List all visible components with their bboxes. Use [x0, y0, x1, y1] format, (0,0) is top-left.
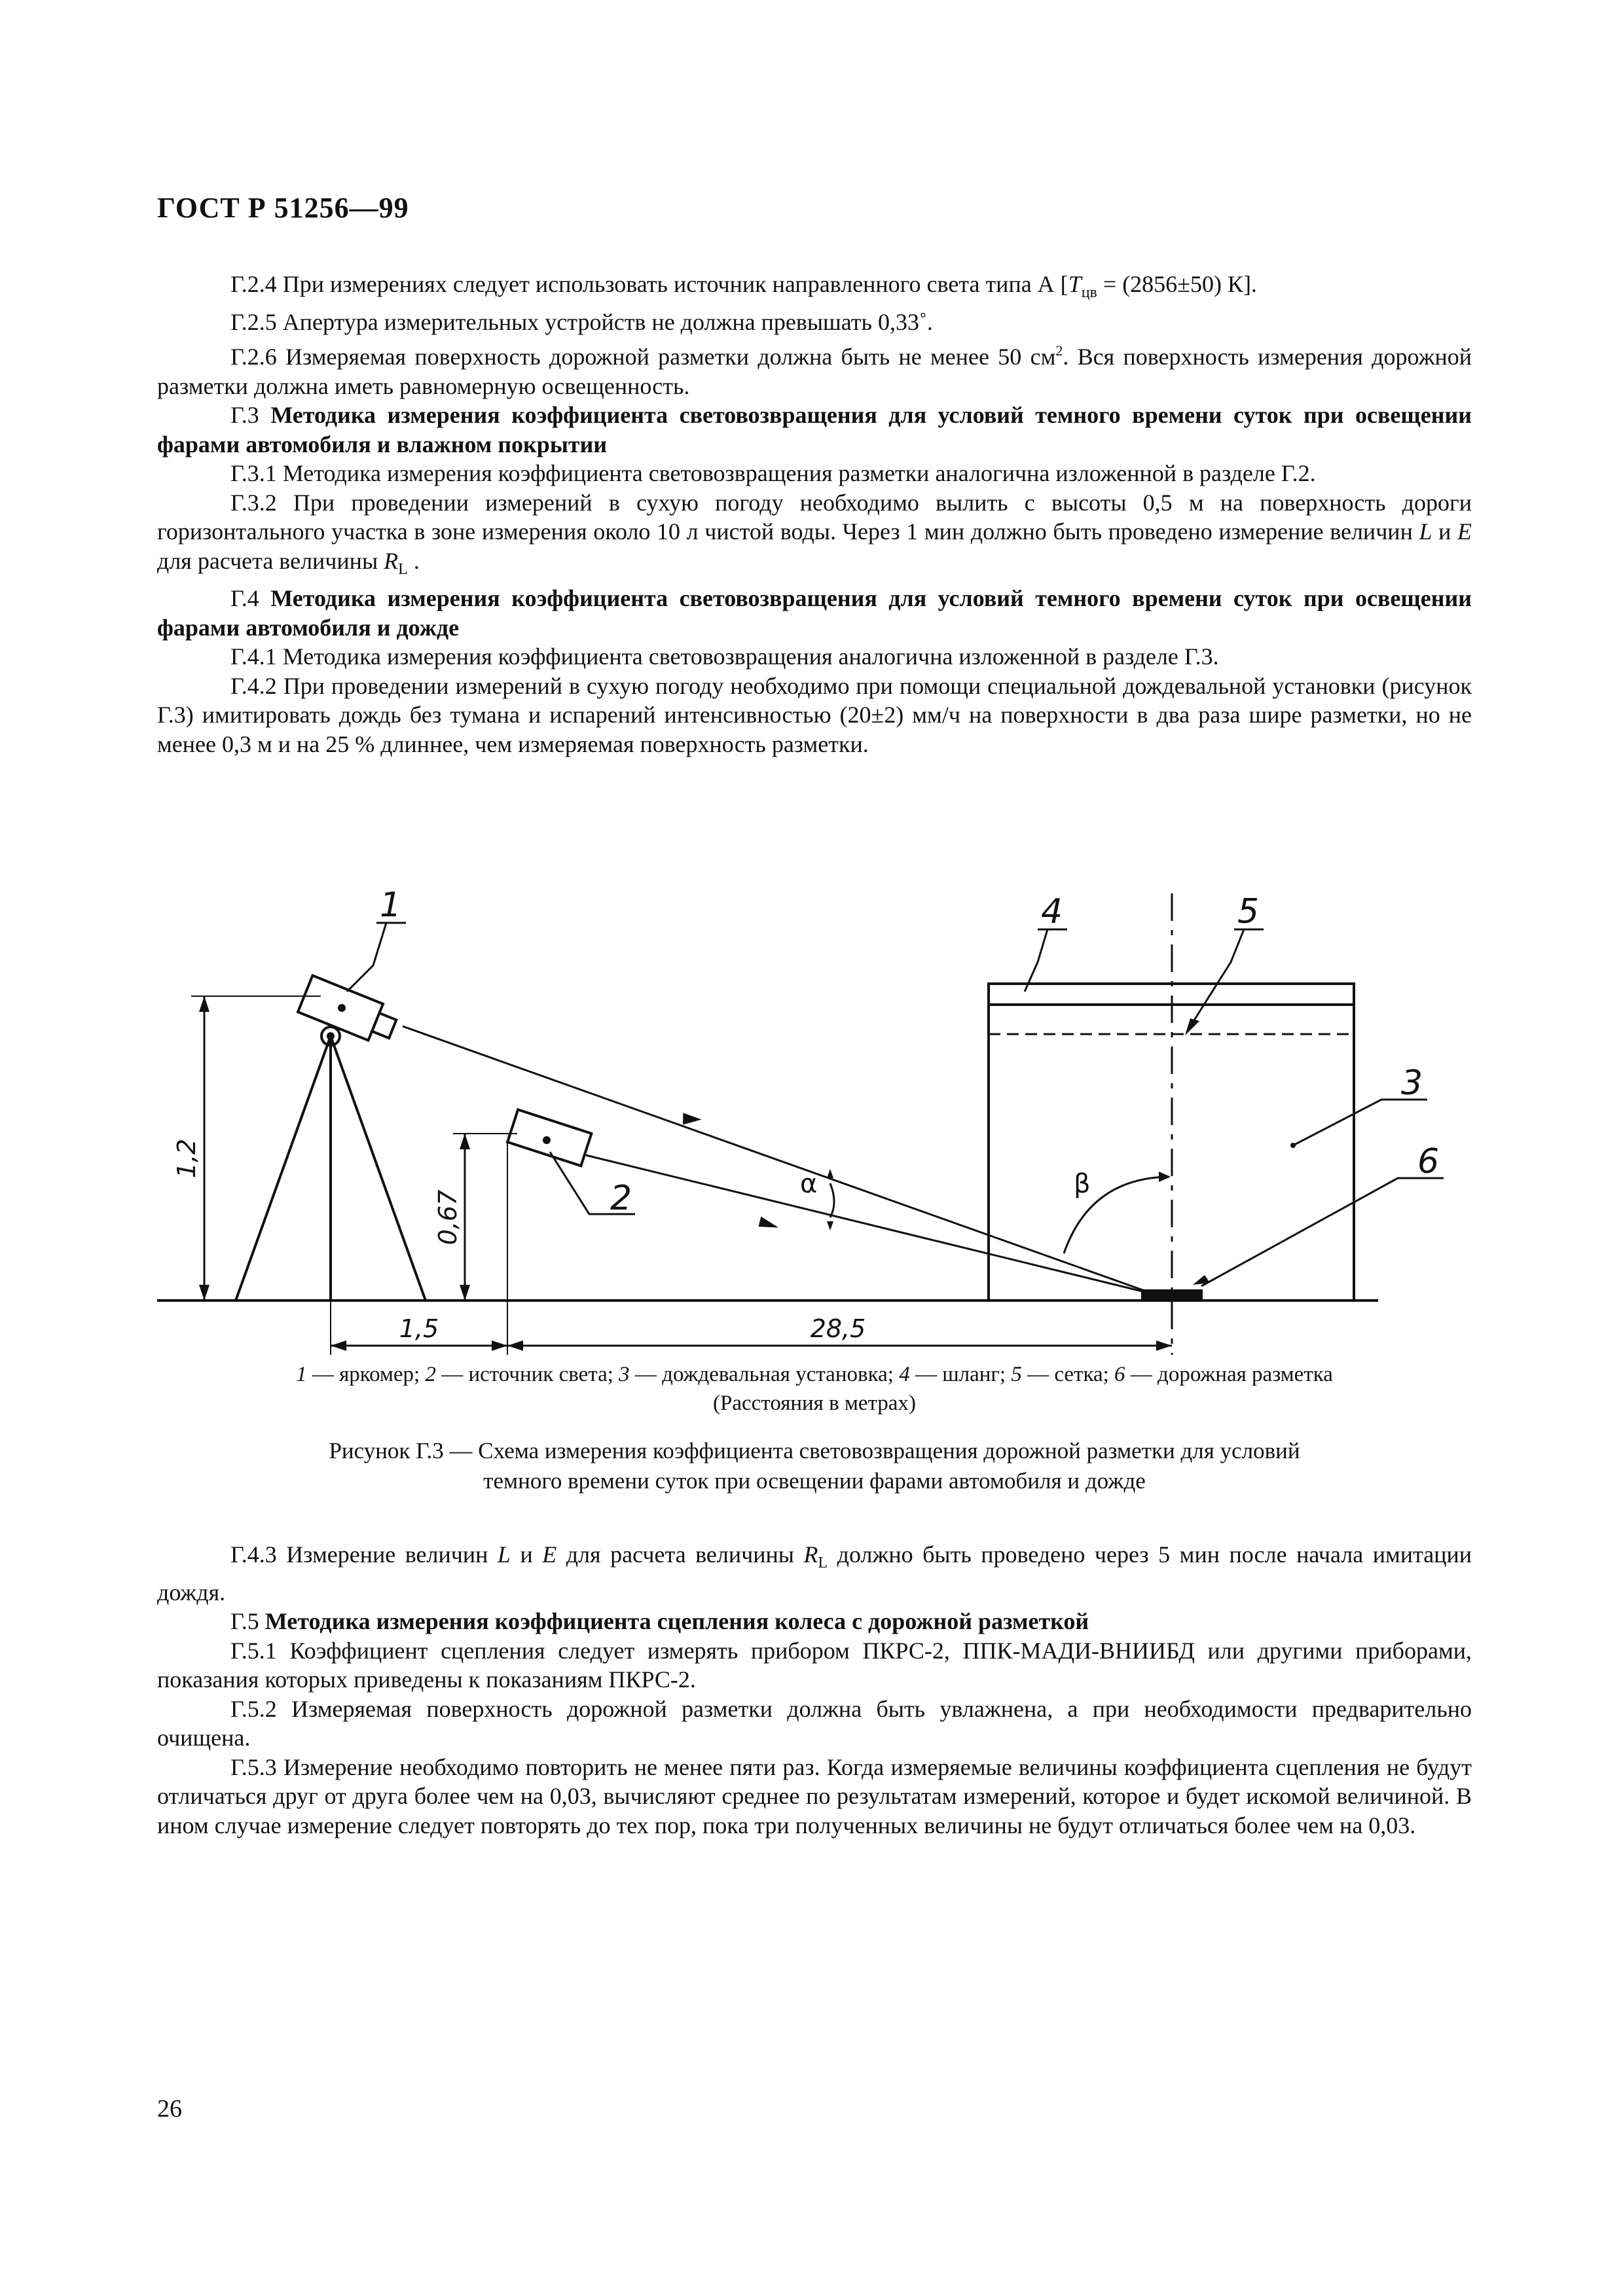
figure-g3-diagram: [0, 851, 1623, 1374]
label-2: 2: [610, 1179, 632, 1218]
road-marking: [1142, 1291, 1201, 1300]
paragraph-g26: Г.2.6 Измеряемая поверхность дорожной разметки должна быть не менее 50 $см^2$. Вся поверхность измерения дорожной разметки должна иметь равномерную освещенность.: [157, 342, 1472, 399]
legend-units: (Расстояния в метрах): [713, 1391, 916, 1415]
figure-legend: [157, 1360, 1472, 1418]
legend-items: 1 — яркомер; 2 — источник света; 3 — дождевальная установка; 4 — шланг; 5 — сетка; 6 — дорожная разметка: [296, 1363, 1333, 1386]
label-5: 5: [1237, 892, 1260, 931]
dimension-label-dist-long: 28,5: [810, 1314, 866, 1343]
leader-4: [1025, 929, 1048, 992]
angle-alpha-arc: [830, 1183, 834, 1217]
angle-alpha-label: α: [800, 1169, 818, 1199]
luminance-meter: [298, 975, 400, 1047]
tripod-leg-right: [331, 1036, 426, 1300]
leader-5: [1192, 929, 1244, 1024]
leader-1: [347, 923, 386, 992]
tripod-leg-left: [236, 1036, 331, 1300]
dimension-label-height-source: 0,67: [433, 1189, 462, 1246]
paragraph-g31: Г.3.1 Методика измерения коэффициента световозвращения разметки аналогична изложенной в разделе Г.2.: [230, 460, 1316, 486]
paragraph-g42: Г.4.2 При проведении измерений в сухую погоду необходимо при помощи специальной дождевальной установки (рисунок Г.3) имитировать дождь без тумана и испарений интенсивностью (20±2) мм/ч на поверхности в два раза шире разметки, но не менее 0,3 м и на 25 % длиннее, чем измеряемая поверхность разметки.: [157, 672, 1472, 757]
paragraph-g51: Г.5.1 Коэффициент сцепления следует измерять прибором ПКРС-2, ППК-МАДИ-ВНИИБД или другими приборами, показания которых приведены к показаниям ПКРС-2.: [157, 1637, 1472, 1693]
paragraph-g24: Г.2.4 При измерениях следует использовать источник направленного света типа А [$T_{цв} = (2856\pm 50)$ К].: [230, 271, 1257, 301]
paragraph-g41: Г.4.1 Методика измерения коэффициента световозвращения аналогична изложенной в разделе Г.3.: [230, 643, 1219, 670]
angle-beta-label: β: [1074, 1169, 1091, 1199]
leader-3: [1293, 1100, 1398, 1145]
paragraph-g25: Г.2.5 Апертура измерительных устройств не должна превышать 0,33˚.: [230, 308, 933, 335]
text-block-top: [157, 270, 1472, 759]
ray-arrow-source: [759, 1217, 780, 1232]
leader-6: [1201, 1178, 1414, 1286]
page-number: 26: [157, 2095, 182, 2123]
label-6: 6: [1417, 1142, 1440, 1181]
page-header: ГОСТ Р 51256—99: [157, 192, 409, 224]
ray-arrow-meter: [679, 1113, 701, 1130]
label-4: 4: [1041, 892, 1063, 931]
illumination-ray-source: [586, 1155, 1156, 1295]
dimension-label-height-meter: 1,2: [172, 1138, 201, 1179]
label-3: 3: [1401, 1064, 1423, 1103]
section-heading-g3: Г.3 Методика измерения коэффициента световозвращения для условий темного времени суток при освещении фарами автомобиля и влажном покрытии: [157, 402, 1472, 457]
paragraph-g53: Г.5.3 Измерение необходимо повторить не менее пяти раз. Когда измеряемые величины коэффициента сцепления не будут отличаться друг от друга более чем на 0,03, вычисляют среднее по результатам измерений, которое и будет искомой величиной. В ином случае измерение следует повторять до тех пор, пока три полученных величины не будут отличаться более чем на 0,03.: [157, 1753, 1472, 1839]
label-1: 1: [380, 886, 402, 925]
measurement-ray-meter: [403, 1026, 1156, 1295]
dimension-label-dist-short: 1,5: [399, 1314, 439, 1343]
paragraph-g32: Г.3.2 При проведении измерений в сухую погоду необходимо вылить с высоты 0,5 м на поверхность дороги горизонтального участка в зоне измерения около 10 л чистой воды. Через 1 мин должно быть проведено измерение величин L и E для расчета величины $R_L$ .: [157, 489, 1472, 578]
leader-2: [550, 1152, 609, 1214]
text-block-bottom: [157, 1540, 1472, 1840]
section-heading-g4: Г.4 Методика измерения коэффициента световозвращения для условий темного времени суток при освещении фарами автомобиля и дожде: [157, 585, 1472, 641]
paragraph-g52: Г.5.2 Измеряемая поверхность дорожной разметки должна быть увлажнена, а при необходимости предварительно очищена.: [157, 1695, 1472, 1751]
figure-caption: Рисунок Г.3 — Схема измерения коэффициента световозвращения дорожной разметки для условий темного времени суток при освещении фарами автомобиля и дожде: [329, 1438, 1300, 1494]
paragraph-g43: Г.4.3 Измерение величин L и E для расчета величины $R_L$ должно быть проведено через 5 мин после начала имитации дождя.: [157, 1541, 1472, 1605]
section-heading-g5: Г.5 Методика измерения коэффициента сцепления колеса с дорожной разметкой: [230, 1608, 1089, 1634]
